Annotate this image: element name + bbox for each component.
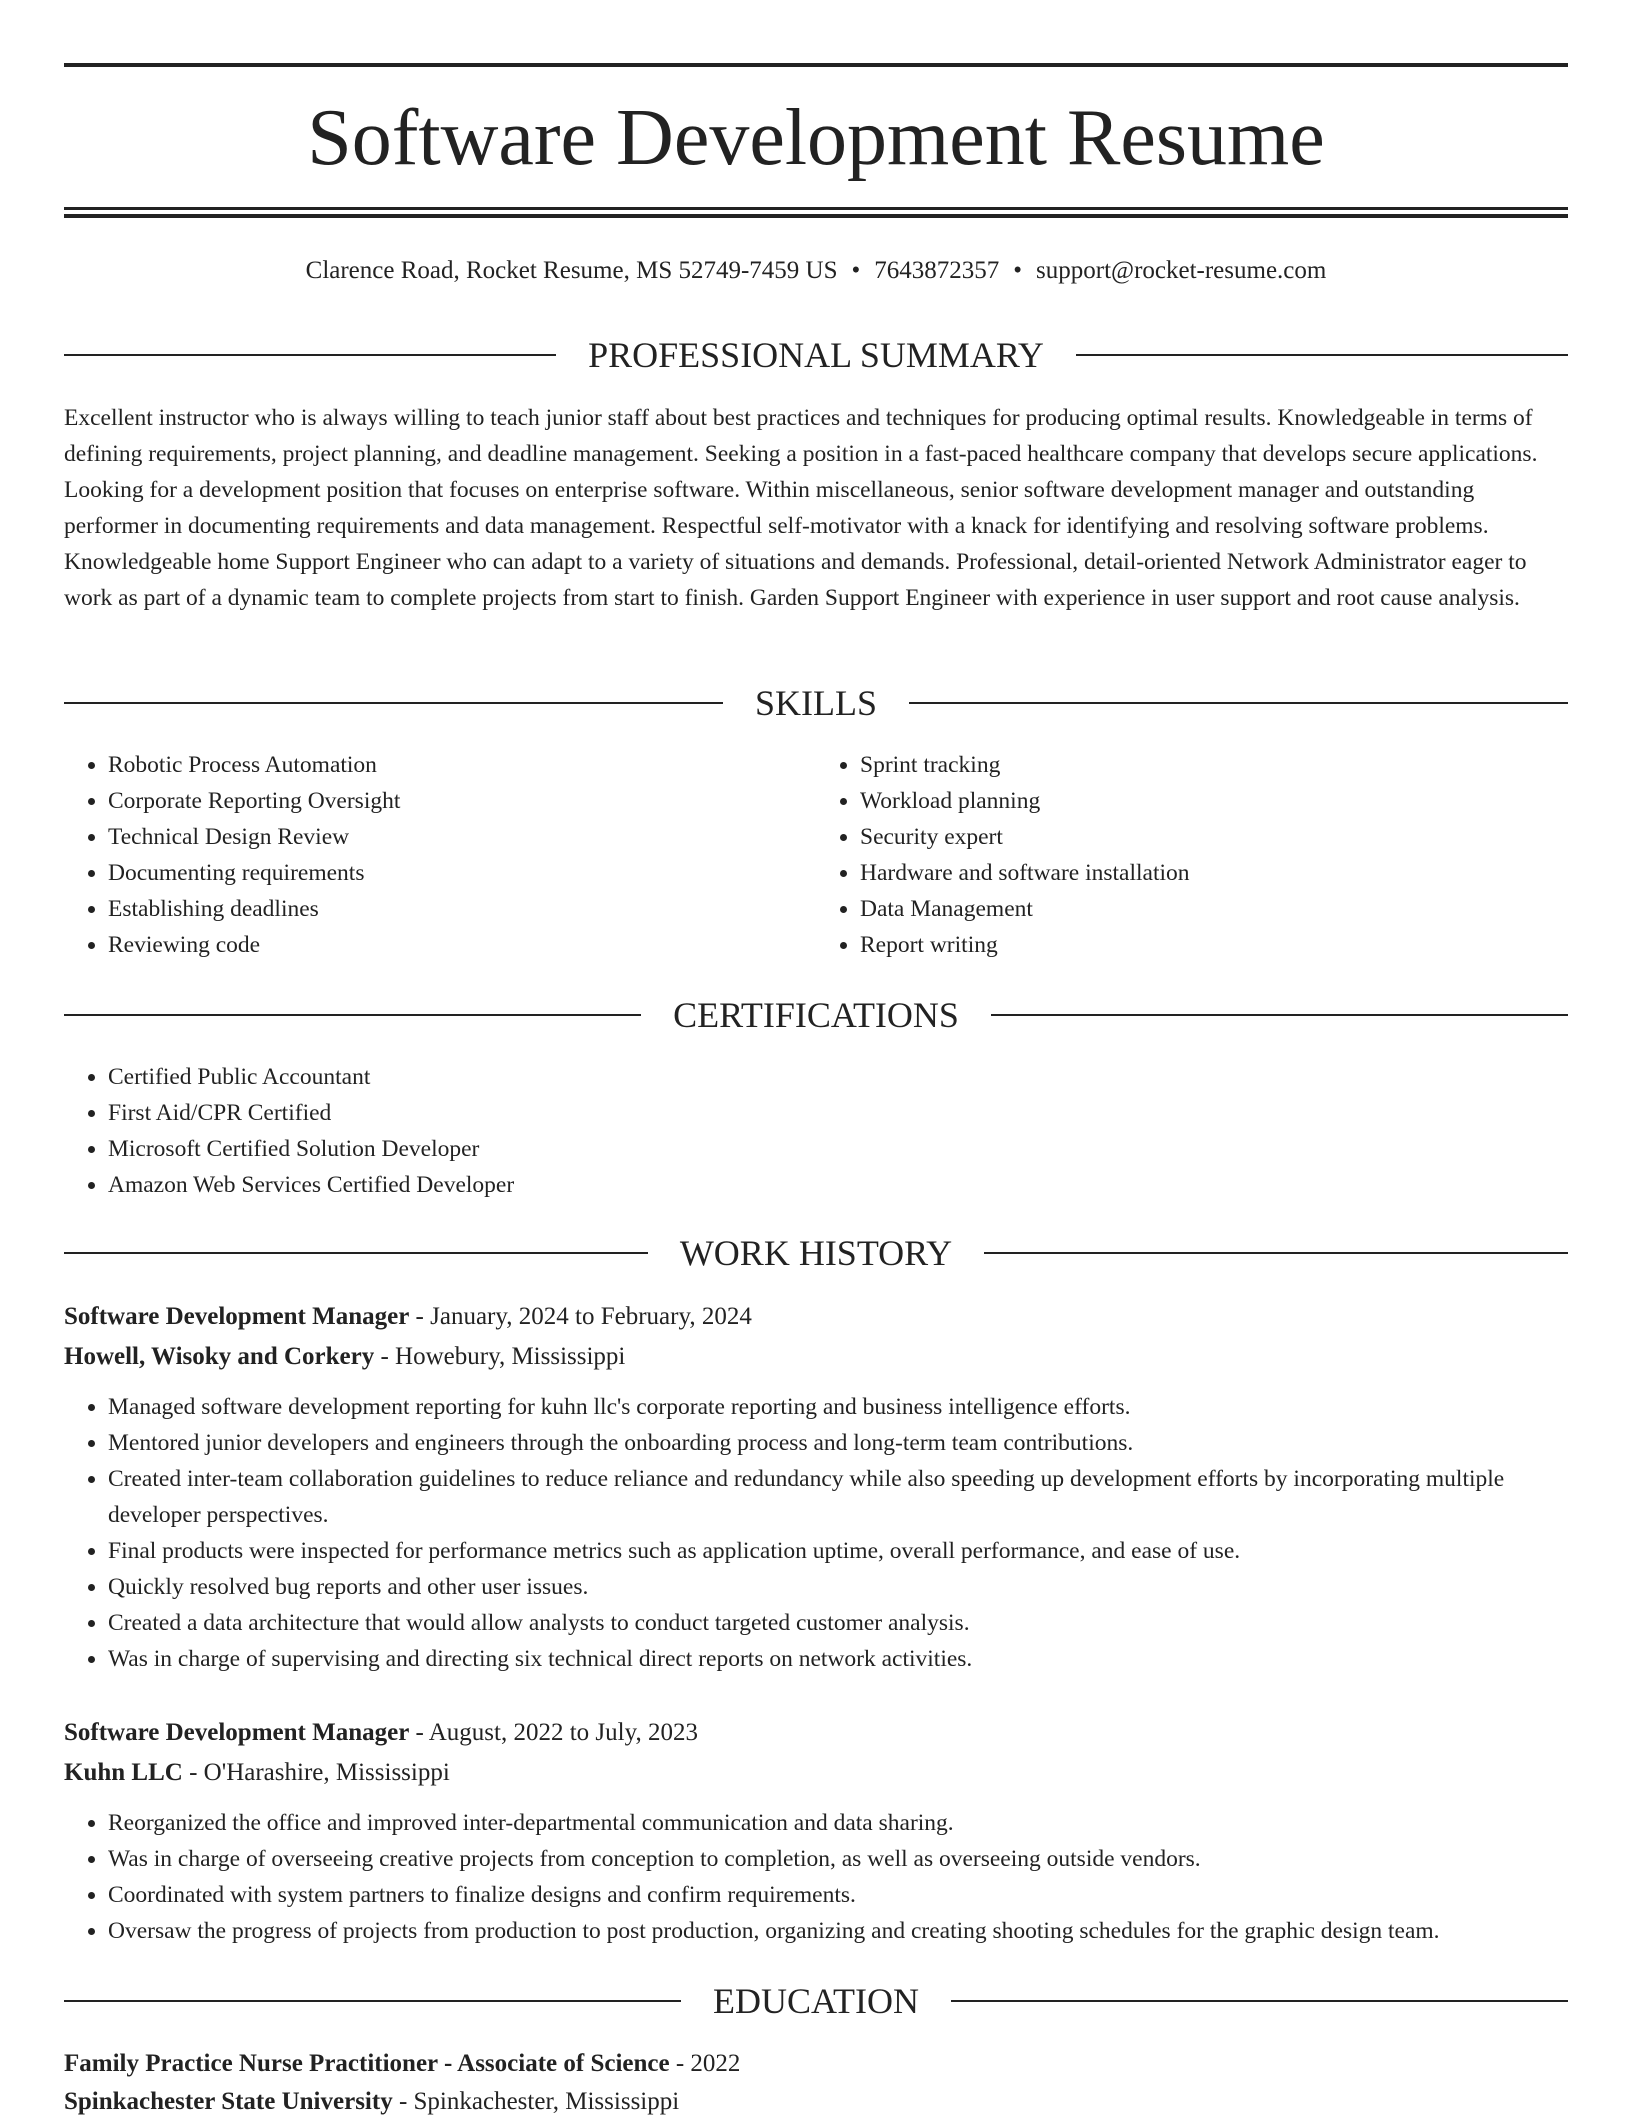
job-dates: - August, 2022 to July, 2023 [409,1719,698,1746]
skill-item: • Robotic Process Automation [108,747,816,783]
section-header-certifications [64,993,1568,1037]
contact-line [64,254,1568,288]
skill-item: • Data Management [860,891,1568,927]
section-title-skills: SKILLS [755,683,878,723]
skill-item: • Hardware and software installation [860,855,1568,891]
section-rule [984,1252,1568,1254]
section-rule [991,1014,1568,1016]
professional-summary-text: Excellent instructor who is always willing to teach junior staff about best practices and techniques for producing optimal results. Knowledgeable in terms of defining requirements, project planning, and deadline management. Seeking a position in a fast-paced healthcare company that develops secure applications. Looking for a development position that focuses on enterprise software. Within miscellaneous, senior software development manager and outstanding performer in documenting requirements and data management. Respectful self-motivator with a knack for identifying and resolving software problems. Knowledgeable home Support Engineer who can adapt to a variety of situations and demands. Professional, detail-oriented Network Administrator eager to work as part of a dynamic team to complete projects from start to finish. Garden Support Engineer with experience in user support and root cause analysis. [64,405,1538,611]
contact-email: support@rocket-resume.com [1036,257,1327,284]
contact-separator: • [851,257,861,284]
skill-item: • Technical Design Review [108,819,816,855]
job-bullet: • Mentored junior developers and engineers through the onboarding process and long-term team contributions. [108,1425,1568,1461]
job-company-line [64,1753,1568,1793]
contact-address: Clarence Road, Rocket Resume, MS 52749-7459 US [305,257,838,284]
section-rule [64,1014,641,1016]
education-school: Spinkachester State University [64,2088,393,2115]
education-year: - 2022 [669,2050,741,2077]
section-rule [951,2000,1568,2002]
job-bullet: • Quickly resolved bug reports and other user issues. [108,1569,1568,1605]
job-company: Howell, Wisoky and Corkery [64,1343,375,1370]
section-rule [64,354,556,356]
job-title-line [64,1713,1568,1753]
education-entry [64,2045,1568,2121]
job-bullet: • Managed software development reporting for kuhn llc's corporate reporting and business intelligence efforts. [108,1389,1568,1425]
section-rule [64,702,723,704]
certifications-list [64,1059,1568,1203]
job-dates: - January, 2024 to February, 2024 [409,1303,752,1330]
job-title-line [64,1297,1568,1337]
skill-item: • Documenting requirements [108,855,816,891]
job-title: Software Development Manager [64,1303,410,1330]
job-bullet: • Final products were inspected for performance metrics such as application uptime, overall performance, and ease of use. [108,1533,1568,1569]
job-title: Software Development Manager [64,1719,410,1746]
contact-separator: • [1013,257,1023,284]
section-rule [64,2000,681,2002]
section-rule [909,702,1568,704]
education-degree: Family Practice Nurse Practitioner - Associate of Science [64,2050,670,2077]
skill-item: • Corporate Reporting Oversight [108,783,816,819]
section-header-skills [64,681,1568,725]
section-title-certifications: CERTIFICATIONS [673,995,959,1035]
education-degree-line [64,2045,1568,2083]
certification-item: • Certified Public Accountant [108,1059,1568,1095]
job-bullet: • Coordinated with system partners to finalize designs and confirm requirements. [108,1877,1568,1913]
section-rule [64,1252,648,1254]
skill-item: • Report writing [860,927,1568,963]
section-title-education: EDUCATION [713,1981,919,2021]
job-location: - O'Harashire, Mississippi [182,1759,450,1786]
certification-item: • Microsoft Certified Solution Developer [108,1131,1568,1167]
section-header-work-history [64,1231,1568,1275]
skill-item: • Security expert [860,819,1568,855]
skill-item: • Reviewing code [108,927,816,963]
education-school-line [64,2083,1568,2121]
job-entry [64,1713,1568,1949]
skill-item: • Establishing deadlines [108,891,816,927]
contact-phone: 7643872357 [874,257,1000,284]
skills-left-list [64,747,816,963]
section-title-work-history: WORK HISTORY [679,1233,953,1273]
education-location: - Spinkachester, Mississippi [392,2088,680,2115]
title-double-rule [64,207,1568,218]
job-bullets [64,1389,1568,1677]
job-location: - Howebury, Mississippi [374,1343,626,1370]
section-header-summary [64,333,1568,377]
skill-item: • Sprint tracking [860,747,1568,783]
job-company: Kuhn LLC [64,1759,183,1786]
section-title-summary: PROFESSIONAL SUMMARY [588,335,1044,375]
job-bullet: • Created a data architecture that would allow analysts to conduct targeted customer analysis. [108,1605,1568,1641]
job-entry [64,1297,1568,1677]
certifications-ul [64,1059,1568,1203]
page-title: Software Development Resume [307,94,1325,182]
section-rule [1076,354,1568,356]
job-company-line [64,1337,1568,1377]
job-bullet: • Reorganized the office and improved inter-departmental communication and data sharing. [108,1805,1568,1841]
skills-column-left [64,747,816,963]
skills-list [64,747,1568,963]
job-bullets [64,1805,1568,1949]
skills-column-right [816,747,1568,963]
skill-item: • Workload planning [860,783,1568,819]
job-bullet: • Oversaw the progress of projects from production to post production, organizing and creating shooting schedules for the graphic design team. [108,1913,1568,1949]
certification-item: • First Aid/CPR Certified [108,1095,1568,1131]
skills-right-list [816,747,1568,963]
job-bullet: • Created inter-team collaboration guidelines to reduce reliance and redundancy while also speeding up development efforts by incorporating multiple developer perspectives. [108,1461,1568,1533]
job-bullet: • Was in charge of overseeing creative projects from conception to completion, as well as overseeing outside vendors. [108,1841,1568,1877]
job-bullet: • Was in charge of supervising and directing six technical direct reports on network activities. [108,1641,1568,1677]
section-header-education [64,1979,1568,2023]
top-rule [64,63,1568,67]
certification-item: • Amazon Web Services Certified Developer [108,1167,1568,1203]
